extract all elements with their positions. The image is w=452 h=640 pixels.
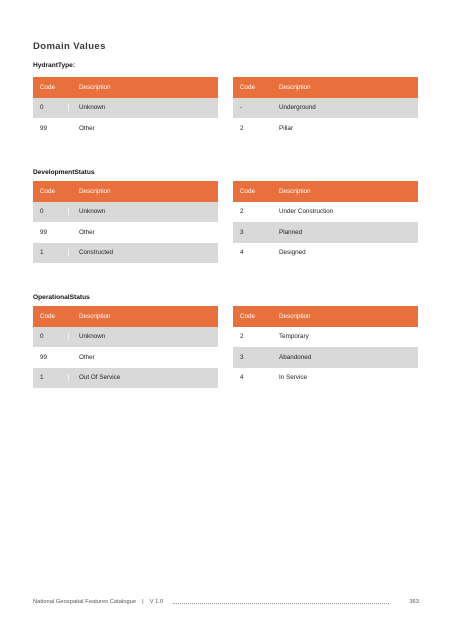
description-header: Description xyxy=(279,83,311,91)
table-row xyxy=(33,347,218,368)
domain-table-right xyxy=(233,77,418,139)
domain-table-left xyxy=(33,77,218,139)
description-cell: Underground xyxy=(279,104,316,112)
description-cell: Unknown xyxy=(79,333,106,341)
table-row xyxy=(233,222,418,243)
code-cell: 0 xyxy=(33,208,69,215)
domain-table-right xyxy=(233,306,418,388)
table-row xyxy=(33,98,218,119)
footer-doc-title: National Geospatial Features Catalogue xyxy=(33,599,137,605)
table-row xyxy=(233,368,418,389)
description-header: Description xyxy=(279,187,311,195)
domain-table-right xyxy=(233,181,418,263)
description-header: Description xyxy=(79,312,111,320)
domain-table-left xyxy=(33,306,218,388)
footer-separator: | xyxy=(142,599,144,605)
description-cell: Unknown xyxy=(79,104,106,112)
description-header: Description xyxy=(79,187,111,195)
description-cell: In Service xyxy=(279,374,307,382)
code-header: Code xyxy=(40,83,56,91)
code-cell: 99 xyxy=(40,353,48,361)
code-header: Code xyxy=(40,312,56,320)
description-header: Description xyxy=(79,83,111,91)
table-row xyxy=(233,202,418,223)
table-header-row xyxy=(33,77,218,98)
code-cell: 3 xyxy=(240,353,244,361)
code-cell: 1 xyxy=(33,249,69,256)
table-row xyxy=(33,243,218,264)
footer xyxy=(33,599,419,605)
table-row xyxy=(33,327,218,348)
code-cell: 0 xyxy=(33,333,69,340)
code-cell: 2 xyxy=(240,124,244,132)
page-number: 363 xyxy=(409,599,419,605)
description-cell: Designed xyxy=(279,249,306,257)
footer-dot-leader xyxy=(173,601,389,604)
code-cell: 4 xyxy=(240,374,244,382)
table-header-row xyxy=(33,181,218,202)
code-header: Code xyxy=(40,187,56,195)
table-header-row xyxy=(33,306,218,327)
description-cell: Out Of Service xyxy=(79,374,121,382)
code-header: Code xyxy=(240,83,256,91)
description-cell: Other xyxy=(79,228,95,236)
description-cell: Constructed xyxy=(79,249,113,257)
code-cell: 4 xyxy=(240,249,244,257)
description-cell: Other xyxy=(79,353,95,361)
table-header-row xyxy=(233,77,418,98)
code-header: Code xyxy=(240,187,256,195)
description-cell: Under Construction xyxy=(279,208,334,216)
table-row xyxy=(33,118,218,139)
description-cell: Planned xyxy=(279,228,303,236)
description-cell: Pillar xyxy=(279,124,293,132)
description-cell: Unknown xyxy=(79,208,106,216)
footer-version: V 1.0 xyxy=(149,599,164,605)
code-cell: 3 xyxy=(240,228,244,236)
table-row xyxy=(33,222,218,243)
code-cell: 2 xyxy=(240,208,244,216)
description-cell: Abandoned xyxy=(279,353,312,361)
description-header: Description xyxy=(279,312,311,320)
code-cell: 0 xyxy=(33,104,69,111)
page-title: Domain Values xyxy=(33,41,106,52)
section-title: OperationalStatus xyxy=(33,294,90,301)
section-title: DevelopmentStatus xyxy=(33,169,95,176)
table-row xyxy=(233,347,418,368)
code-cell: 99 xyxy=(40,228,48,236)
table-header-row xyxy=(233,181,418,202)
domain-table-left xyxy=(33,181,218,263)
table-row xyxy=(33,368,218,389)
description-cell: Temporary xyxy=(279,333,309,341)
code-cell: 99 xyxy=(40,124,48,132)
code-cell: - xyxy=(240,104,243,112)
table-row xyxy=(233,243,418,264)
table-row xyxy=(233,118,418,139)
code-cell: 1 xyxy=(33,374,69,381)
code-cell: 2 xyxy=(240,333,244,341)
table-row xyxy=(233,327,418,348)
table-row xyxy=(233,98,418,119)
description-cell: Other xyxy=(79,124,95,132)
table-header-row xyxy=(233,306,418,327)
section-title: HydrantType: xyxy=(33,62,76,69)
table-row xyxy=(33,202,218,223)
code-header: Code xyxy=(240,312,256,320)
